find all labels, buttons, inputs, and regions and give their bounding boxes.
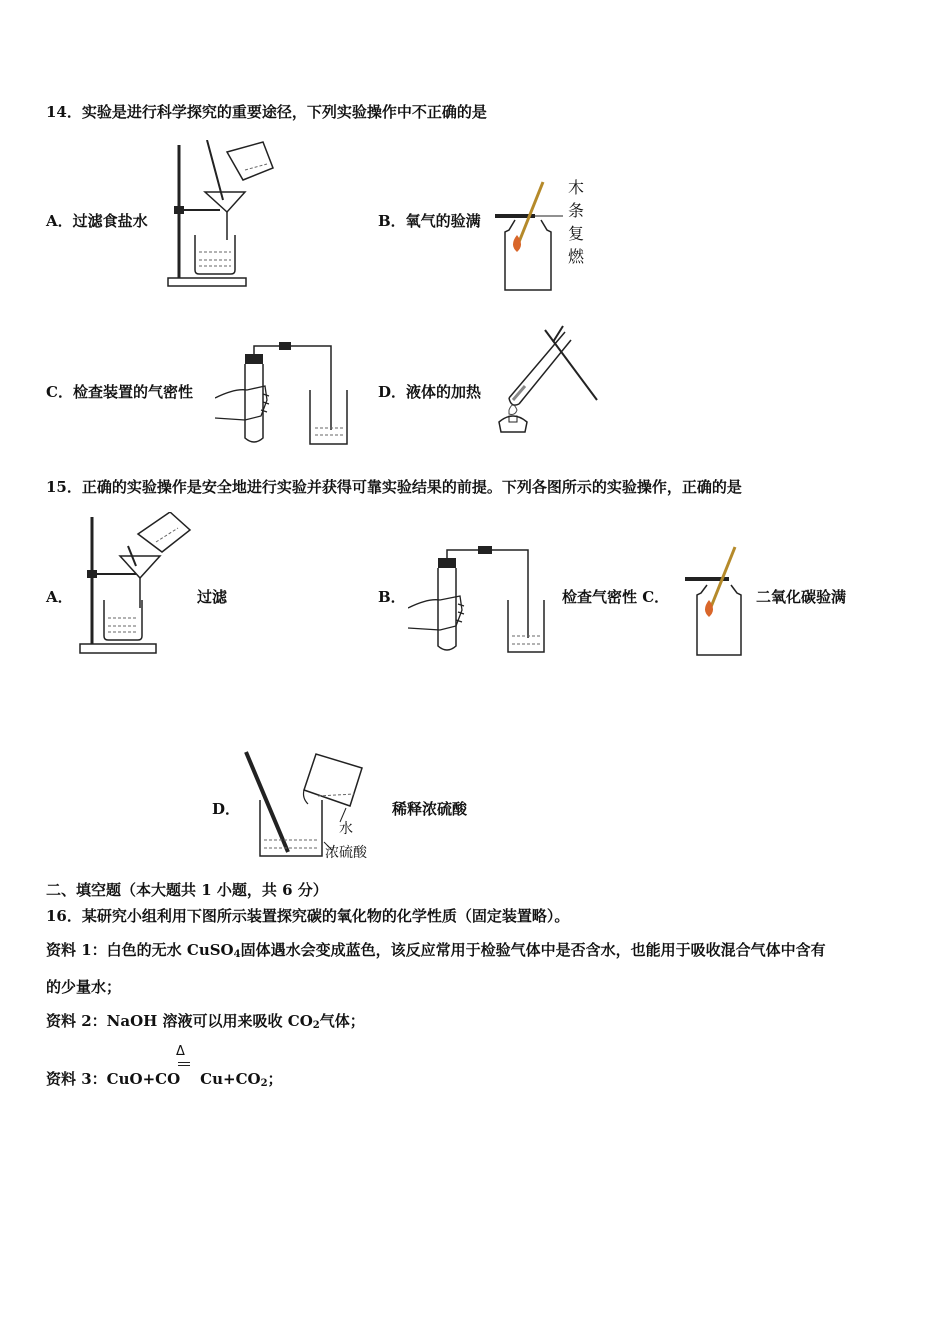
material-2-text-b: 气体；: [319, 1012, 365, 1030]
section-heading: 二、填空题（本大题共 1 小题，共 6 分）: [46, 881, 328, 899]
airtightness-check-icon: [408, 540, 558, 658]
q16-stem: 16．某研究小组利用下图所示装置探究碳的氧化物的化学性质（固定装置略）。: [46, 907, 570, 925]
label-char: 条: [567, 201, 584, 220]
water-label: 水: [339, 821, 353, 837]
q14-stem: 14．实验是进行科学探究的重要途径，下列实验操作中不正确的是: [46, 103, 487, 121]
material-1-text-b: 固体遇水会变成蓝色，该反应常用于检验气体中是否含水，也能用于吸收混合气体中含有: [240, 941, 826, 959]
q15-option-a-text: 过滤: [197, 588, 228, 606]
filtration-apparatus-icon: [78, 512, 193, 657]
material-2-sub: 2: [312, 1020, 320, 1031]
gas-bottle-splint-icon: [685, 545, 755, 660]
liquid-heating-icon: [485, 322, 605, 437]
splint-rekindle-label: [567, 176, 585, 268]
airtightness-check-icon: [215, 338, 365, 448]
label-char: 木: [567, 178, 584, 197]
q14-option-a: A．过滤食盐水: [46, 212, 148, 230]
material-3-text-c: ；: [267, 1070, 283, 1088]
gas-bottle-splint-icon: [495, 180, 565, 295]
q16-material-2: [46, 1011, 365, 1036]
q16-material-1-line-1: [46, 940, 826, 965]
label-char: 复: [567, 224, 584, 243]
q14-option-c: C．检查装置的气密性: [46, 383, 193, 401]
label-char: 燃: [567, 247, 584, 266]
material-1-text-a: 资料 1：白色的无水 CuSO: [46, 941, 234, 959]
material-3-text-b: Cu+CO: [200, 1070, 261, 1088]
conc-sulfuric-acid-label: 浓硫酸: [325, 845, 367, 861]
q15-stem: 15．正确的实验操作是安全地进行实验并获得可靠实验结果的前提。下列各图所示的实验操作，正确的是: [46, 478, 742, 496]
q15-option-b: B．: [378, 588, 406, 606]
q14-option-d: D．液体的加热: [378, 383, 482, 401]
material-3-sub: 2: [260, 1078, 268, 1089]
material-1-sub: 4: [233, 949, 241, 960]
material-3-text-a: 资料 3：CuO+CO: [46, 1070, 181, 1088]
q16-material-1-line-2: 的少量水；: [46, 978, 122, 996]
filtration-apparatus-icon: [165, 140, 280, 290]
q15-option-d: D．: [212, 800, 241, 818]
q15-option-b-text: 检查气密性 C．: [562, 588, 670, 606]
q15-option-d-text: 稀释浓硫酸: [392, 800, 468, 818]
material-2-text-a: 资料 2：NaOH 溶液可以用来吸收 CO: [46, 1012, 313, 1030]
heat-condition-symbol: Δ: [176, 1044, 185, 1059]
q15-option-c-text: 二氧化碳验满: [756, 588, 847, 606]
q16-material-3: [46, 1069, 283, 1094]
equals-line-top: [178, 1062, 190, 1063]
q15-option-a: A．: [46, 588, 73, 606]
q14-option-b: B．氧气的验满: [378, 212, 481, 230]
equals-line-bottom: [178, 1065, 190, 1066]
